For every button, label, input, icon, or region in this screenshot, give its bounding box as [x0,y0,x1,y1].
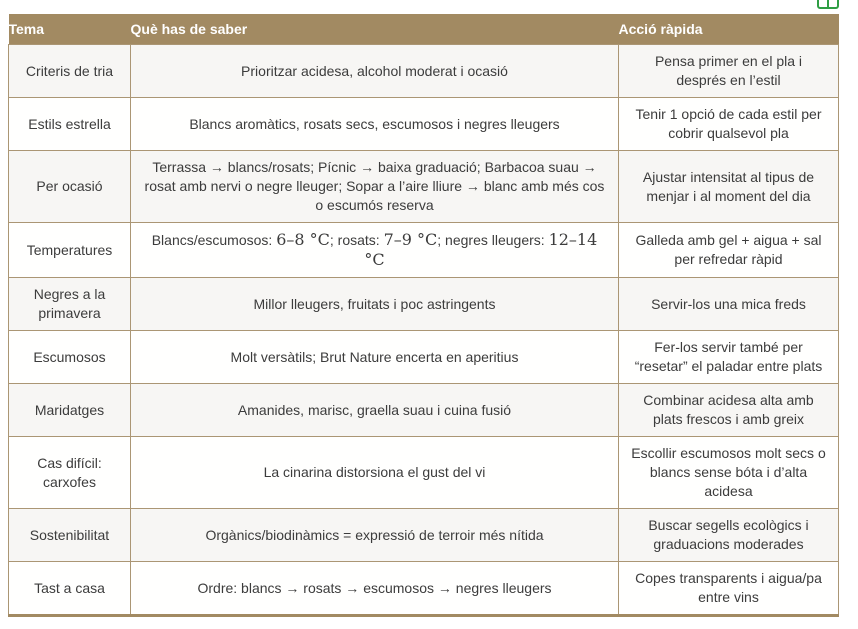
export-table-button[interactable] [816,0,840,10]
cell-text: Blancs/escumosos: [151,232,277,248]
wine-summary-table [8,14,839,617]
column-header-saber: Què has de saber [131,14,619,45]
cell-tema: Maridatges [9,384,131,437]
temperature-value: 12–14 °C [364,230,598,269]
table-export-icon [816,0,840,14]
column-header-accio: Acció ràpida [619,14,839,45]
cell-saber: Prioritzar acidesa, alcohol moderat i ocasió [131,45,619,98]
cell-saber [131,223,619,278]
cell-saber: La cinarina distorsiona el gust del vi [131,437,619,509]
cell-accio: Tenir 1 opció de cada estil per cobrir qualsevol pla [619,98,839,151]
cell-tema: Criteris de tria [9,45,131,98]
table-body [9,45,839,616]
table-header-row [9,14,839,45]
cell-saber: Ordre: blancs → rosats → escumosos → negres lleugers [131,562,619,616]
temperature-value: 6–8 °C [276,230,330,249]
cell-accio: Pensa primer en el pla i després en l’estil [619,45,839,98]
table-row [9,223,839,278]
cell-tema: Cas difícil: carxofes [9,437,131,509]
cell-tema: Temperatures [9,223,131,278]
cell-tema: Estils estrella [9,98,131,151]
cell-tema: Negres a la primavera [9,278,131,331]
cell-accio: Galleda amb gel + aigua + sal per refredar ràpid [619,223,839,278]
cell-accio: Fer-los servir també per “resetar” el paladar entre plats [619,331,839,384]
table-row [9,278,839,331]
table-row [9,151,839,223]
cell-saber: Amanides, marisc, graella suau i cuina fusió [131,384,619,437]
cell-saber: Terrassa → blancs/rosats; Pícnic → baixa graduació; Barbacoa suau → rosat amb nervi o negre lleuger; Sopar a l’aire lliure → blanc amb més cos o escumós reserva [131,151,619,223]
table-row [9,98,839,151]
cell-saber: Orgànics/biodinàmics = expressió de terroir més nítida [131,509,619,562]
cell-text: ; rosats: [329,232,384,248]
table-row [9,384,839,437]
cell-accio: Copes transparents i aigua/pa entre vins [619,562,839,616]
cell-tema: Tast a casa [9,562,131,616]
table-row [9,437,839,509]
cell-tema: Per ocasió [9,151,131,223]
cell-accio: Servir-los una mica freds [619,278,839,331]
cell-accio: Buscar segells ecològics i graduacions moderades [619,509,839,562]
table-row [9,509,839,562]
cell-accio: Escollir escumosos molt secs o blancs sense bóta i d’alta acidesa [619,437,839,509]
cell-saber: Millor lleugers, fruitats i poc astringents [131,278,619,331]
cell-saber: Blancs aromàtics, rosats secs, escumosos i negres lleugers [131,98,619,151]
table-row [9,562,839,616]
temperature-value: 7–9 °C [383,230,438,249]
table-row [9,45,839,98]
cell-text: ; negres lleugers: [437,232,549,248]
cell-accio: Ajustar intensitat al tipus de menjar i al moment del dia [619,151,839,223]
table-row [9,331,839,384]
cell-accio: Combinar acidesa alta amb plats frescos i amb greix [619,384,839,437]
cell-tema: Escumosos [9,331,131,384]
column-header-tema: Tema [9,14,131,45]
cell-tema: Sostenibilitat [9,509,131,562]
cell-saber: Molt versàtils; Brut Nature encerta en aperitius [131,331,619,384]
